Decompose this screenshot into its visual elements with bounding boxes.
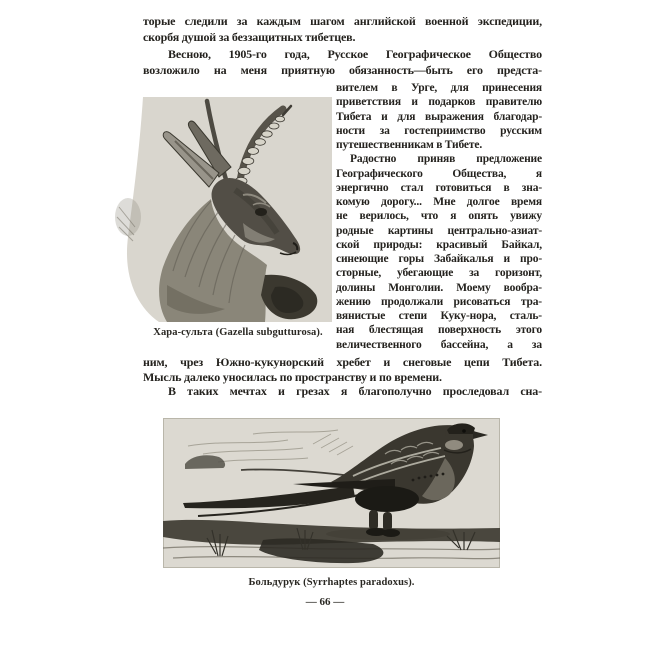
text-line: Мысль далеко уносилась по пространству и по времени. xyxy=(143,369,442,384)
page-number: — 66 — xyxy=(305,596,345,608)
text-line: Тибета и для выражения благодар- xyxy=(336,110,542,123)
text-line: синеющие горы Забайкалья и про- xyxy=(336,253,542,265)
gazelle-figure xyxy=(115,95,332,322)
top-paragraph xyxy=(143,13,542,78)
text-line: приветствия и подарков правителю xyxy=(336,96,542,109)
text-line: энергично стал готовиться в зна- xyxy=(336,181,542,194)
text-line: торые следили за каждым шагом английской военной экспедиции, xyxy=(143,14,542,28)
text-line: Весною, 1905-го года, Русское Географическое Общество xyxy=(168,46,542,61)
gazelle-engraving xyxy=(115,95,332,322)
text-line: ности за гостеприимство русским xyxy=(336,124,542,137)
gazelle-caption: Хара-сульта (Gazella subgutturosa). xyxy=(153,327,323,338)
text-line: жению продолжали рисоваться тра- xyxy=(336,295,542,308)
text-line: вянистые степи Куку-нора, сталь- xyxy=(336,310,542,322)
text-line: вителем в Урге, для принесения xyxy=(336,82,542,94)
text-line: сторные, убегающие за горизонт, xyxy=(336,267,542,280)
text-line: родные картины центрально-азиат- xyxy=(336,224,542,237)
text-line: Географического Общества, я xyxy=(336,167,542,180)
text-line: скорбя душой за беззащитных тибетцев. xyxy=(143,30,356,45)
text-line: возложило на меня приятную обязанность—быть его предста- xyxy=(143,62,542,77)
text-line: Радостно приняв предложение xyxy=(350,153,542,166)
text-line: долины Монголии. Моему вообра- xyxy=(336,281,542,294)
text-line: ской природы: красивый Байкал, xyxy=(336,238,542,251)
text-line: не верилось, что я опять увижу xyxy=(336,210,542,223)
text-line: комую дорогу... Мне долгое время xyxy=(336,196,542,208)
wrapped-column xyxy=(336,81,542,352)
text-line: ная блестящая поверхность этого xyxy=(336,324,542,337)
sandgrouse-caption: Больдурук (Syrrhaptes paradoxus). xyxy=(248,577,415,588)
text-line: В таких мечтах и грезах я благополучно проследовал сна- xyxy=(168,384,542,398)
text-line: ним, чрез Южно-кукунорский хребет и снеговые цепи Тибета. xyxy=(143,355,542,369)
text-line: величественного бассейна, а за xyxy=(336,338,542,351)
bottom-paragraph xyxy=(143,355,542,399)
sandgrouse-engraving xyxy=(163,418,500,568)
sandgrouse-figure xyxy=(163,418,500,568)
text-line: путешественникам в Тибете. xyxy=(336,139,483,151)
